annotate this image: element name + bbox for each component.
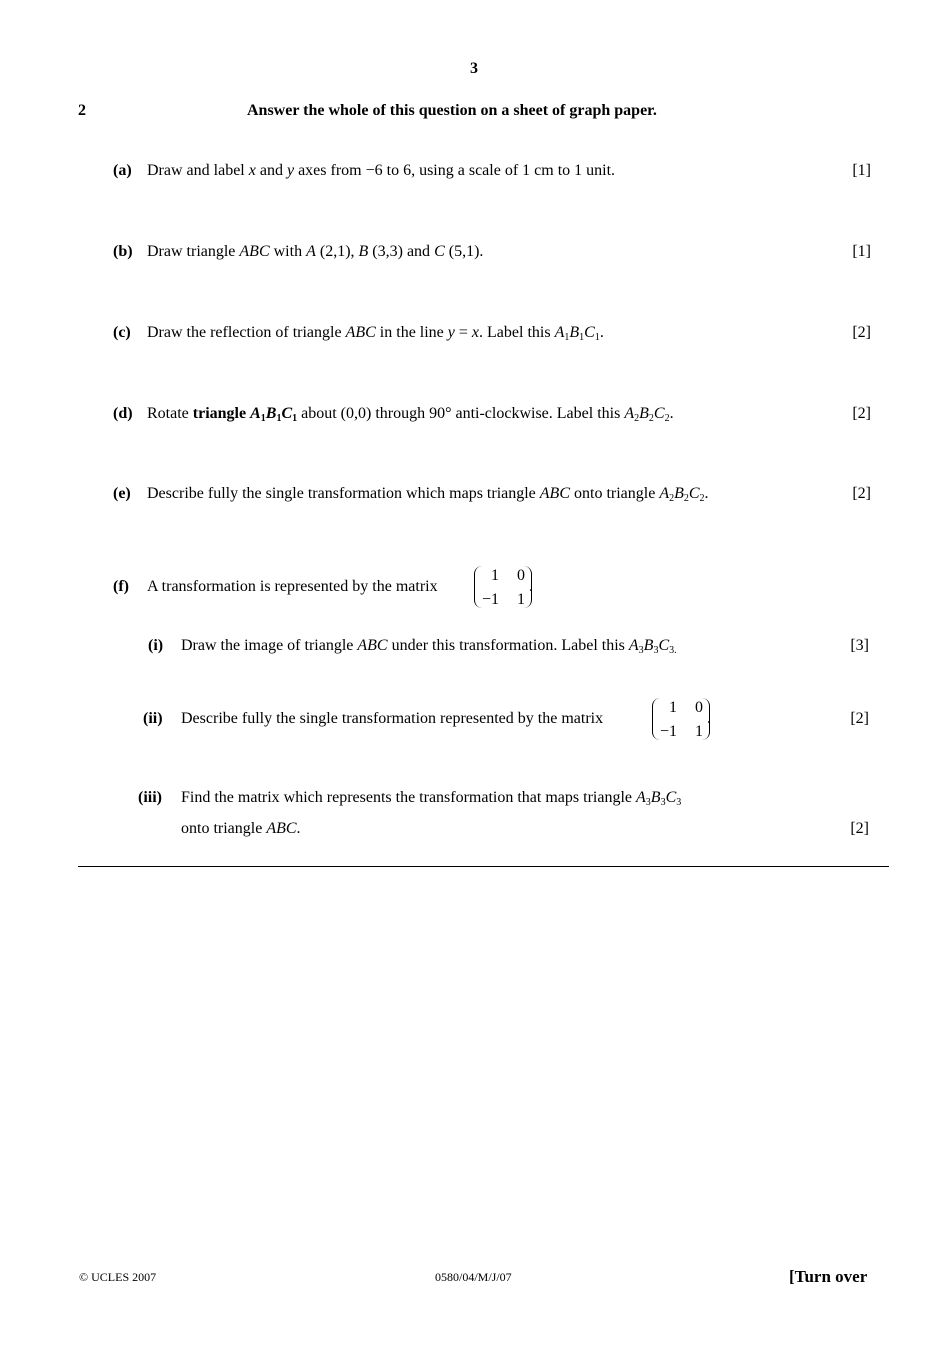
matrix-cell-12: 0 — [695, 699, 703, 716]
matrix-cell-22: 1 — [695, 723, 703, 740]
part-c-label: (c) — [113, 324, 131, 341]
part-d-marks: [2] — [852, 405, 871, 422]
part-f-end: . — [529, 578, 533, 595]
part-f-iii-label: (iii) — [138, 789, 162, 806]
part-f-ii-end: . — [707, 710, 711, 727]
part-f-i-label: (i) — [148, 637, 164, 654]
horizontal-rule — [78, 866, 889, 867]
part-f-iii-text-line2: onto triangle ABC. — [181, 820, 301, 837]
footer-copyright: © UCLES 2007 — [79, 1270, 157, 1284]
footer-turn-over: [Turn over — [789, 1267, 868, 1286]
matrix-cell-21: −1 — [481, 591, 499, 608]
matrix-cell-11: 1 — [491, 567, 499, 584]
part-f-ii-matrix — [650, 697, 712, 743]
part-f-label: (f) — [113, 578, 129, 595]
part-f-i-text: Draw the image of triangle ABC under this transformation. Label this $A_3B_3C_{3.}$ — [181, 637, 677, 656]
part-b-marks: [1] — [852, 243, 871, 260]
part-f-ii-marks: [2] — [850, 710, 869, 727]
matrix-cell-12: 0 — [517, 567, 525, 584]
part-a-label: (a) — [113, 162, 132, 179]
part-e-label: (e) — [113, 485, 131, 502]
page-number: 3 — [470, 60, 478, 77]
part-f-i-marks: [3] — [850, 637, 869, 654]
part-d-label: (d) — [113, 405, 133, 422]
part-b-text: Draw triangle ABC with A (2,1), B (3,3) and C (5,1). — [147, 243, 484, 260]
part-f-matrix — [472, 565, 534, 611]
part-f-ii-label: (ii) — [143, 710, 163, 727]
footer-code: 0580/04/M/J/07 — [435, 1270, 512, 1284]
part-c-marks: [2] — [852, 324, 871, 341]
part-d-text: Rotate triangle $A_1B_1C_1$ about (0,0) through 90° anti-clockwise. Label this $A_2B_2C_2$. — [147, 405, 674, 424]
question-number: 2 — [78, 102, 86, 119]
matrix-cell-21: −1 — [659, 723, 677, 740]
part-f-iii-text: Find the matrix which represents the transformation that maps triangle $A_3B_3C_3$ — [181, 789, 682, 808]
matrix-cell-22: 1 — [517, 591, 525, 608]
part-e-text: Describe fully the single transformation which maps triangle ABC onto triangle $A_2B_2C_2$. — [147, 485, 709, 504]
part-a-marks: [1] — [852, 162, 871, 179]
part-a-text: Draw and label x and y axes from −6 to 6, using a scale of 1 cm to 1 unit. — [147, 162, 616, 179]
part-f-ii-text: Describe fully the single transformation represented by the matrix — [181, 710, 604, 727]
question-instruction: Answer the whole of this question on a sheet of graph paper. — [247, 102, 657, 119]
part-c-text: Draw the reflection of triangle ABC in the line y = x. Label this $A_1B_1C_1$. — [147, 324, 604, 343]
part-f-text: A transformation is represented by the matrix — [147, 578, 438, 595]
part-e-marks: [2] — [852, 485, 871, 502]
matrix-cell-11: 1 — [669, 699, 677, 716]
part-b-label: (b) — [113, 243, 133, 260]
part-f-iii-marks: [2] — [850, 820, 869, 837]
